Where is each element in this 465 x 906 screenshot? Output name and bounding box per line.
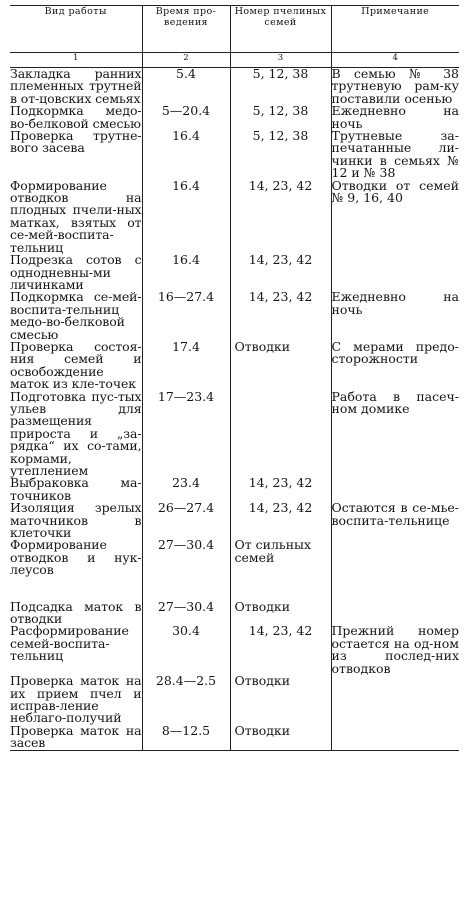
note-cell [331,601,459,626]
table-row [10,675,459,725]
time-cell: 27—30.4 [142,601,230,626]
table-row [10,625,459,675]
table-row [10,254,459,291]
table-row [10,502,459,539]
time-cell: 17.4 [142,341,230,391]
time-cell: 26—27.4 [142,502,230,539]
families-cell: 14, 23, 42 [230,254,331,291]
families-cell: 14, 23, 42 [230,180,331,254]
families-cell: От сильных семей [230,539,331,576]
time-cell: 17—23.4 [142,391,230,478]
table-row [10,725,459,750]
families-cell: Отводки [230,341,331,391]
work-cell: Проверка маток на засев [10,722,142,751]
note-cell: Ежедневно на ночь [331,103,459,131]
table-row [10,477,459,502]
note-cell: Ежедневно на ночь [331,289,459,317]
work-cell: Подрезка сотов с однодневны-ми личинками [10,252,142,292]
families-cell: 14, 23, 42 [230,477,331,502]
time-cell: 16.4 [142,130,230,180]
families-cell: 14, 23, 42 [230,625,331,675]
table-header [10,6,459,68]
time-cell: 16.4 [142,180,230,254]
work-cell: Формирование отводков и нук-леусов [10,537,142,578]
work-cell: Подкормка се-мей-воспита-тельниц медо-во-белковой смесью [10,289,142,342]
table-row [10,130,459,180]
families-cell: 14, 23, 42 [230,291,331,341]
work-cell: Выбраковка ма-точников [10,475,142,503]
note-cell [331,477,459,502]
time-cell: 5.4 [142,68,230,106]
note-cell: Прежний номер остается на од-ном из послед-них отводков [331,623,459,676]
table-row [10,601,459,626]
families-cell: 5, 12, 38 [230,68,331,106]
apiary-work-table [10,5,459,751]
time-cell: 5—20.4 [142,105,230,130]
work-cell: Проверка трутне-вого засева [10,130,142,180]
table-row [10,341,459,391]
work-cell: Проверка маток на их прием пчел и исправ-ление неблаго-получий [10,673,142,726]
table-row [10,180,459,254]
work-cell: Закладка ранних племенных трутней в от-цовских семьях [10,66,142,106]
work-cell: Изоляция зрелых маточников в клеточки [10,500,142,541]
time-cell: 16.4 [142,254,230,291]
table-row [10,105,459,130]
families-cell: Отводки [230,725,331,750]
note-cell: Работа в пасеч-ном домике [331,388,459,416]
work-cell: Расформирование семей-воспита-тельниц [10,625,142,675]
note-cell: Трутневые за-печатанные ли-чинки в семьях № 12 и № 38 [331,128,459,181]
note-cell: В семью № 38 трутневую рам-ку поставили осенью [331,66,459,106]
work-cell: Подкормка медо-во-белковой смесью [10,103,142,131]
time-cell: 23.4 [142,477,230,502]
work-cell: Подсадка маток в отводки [10,598,142,627]
time-cell: 8—12.5 [142,725,230,750]
column-header-time: Время про- ведения [142,6,230,53]
families-cell [230,391,331,478]
table-body [10,68,459,751]
families-cell: 5, 12, 38 [230,130,331,180]
column-header-work: Вид работы [10,6,142,53]
work-cell: Формирование отводков на плодных пчели-ных матках, взятых от се-мей-воспита-тельниц [10,177,142,255]
note-cell [331,254,459,291]
column-number-3: 3 [230,53,331,68]
time-cell: 30.4 [142,625,230,675]
note-cell [331,725,459,750]
column-header-families: Номер пчелиных семей [230,6,331,53]
families-cell: 14, 23, 42 [230,502,331,539]
column-number-4: 4 [331,53,459,68]
column-number-1: 1 [10,53,142,68]
table-row [10,68,459,106]
note-cell: Отводки от семей № 9, 16, 40 [331,177,459,206]
time-cell: 28.4—2.5 [142,675,230,725]
table-row [10,539,459,576]
families-cell: Отводки [230,601,331,626]
note-cell [331,675,459,725]
column-number-2: 2 [142,53,230,68]
column-header-note: Примечание [331,6,459,53]
families-cell: Отводки [230,675,331,725]
note-cell [331,539,459,576]
table-row [10,391,459,478]
families-cell: 5, 12, 38 [230,105,331,130]
work-cell: Проверка состоя-ния семей и освобождение маток из кле-точек [10,338,142,392]
time-cell: 16—27.4 [142,291,230,341]
table-row [10,291,459,341]
work-cell: Подготовка пус-тых ульев для размещения прироста и „за-рядка“ их со-тами, кормами, утеплением [10,388,142,478]
note-cell: С мерами предо-сторожности [331,338,459,367]
note-cell: Остаются в се-мье-воспита-тельнице [331,500,459,528]
table-gap-row [10,577,459,601]
time-cell: 27—30.4 [142,539,230,576]
